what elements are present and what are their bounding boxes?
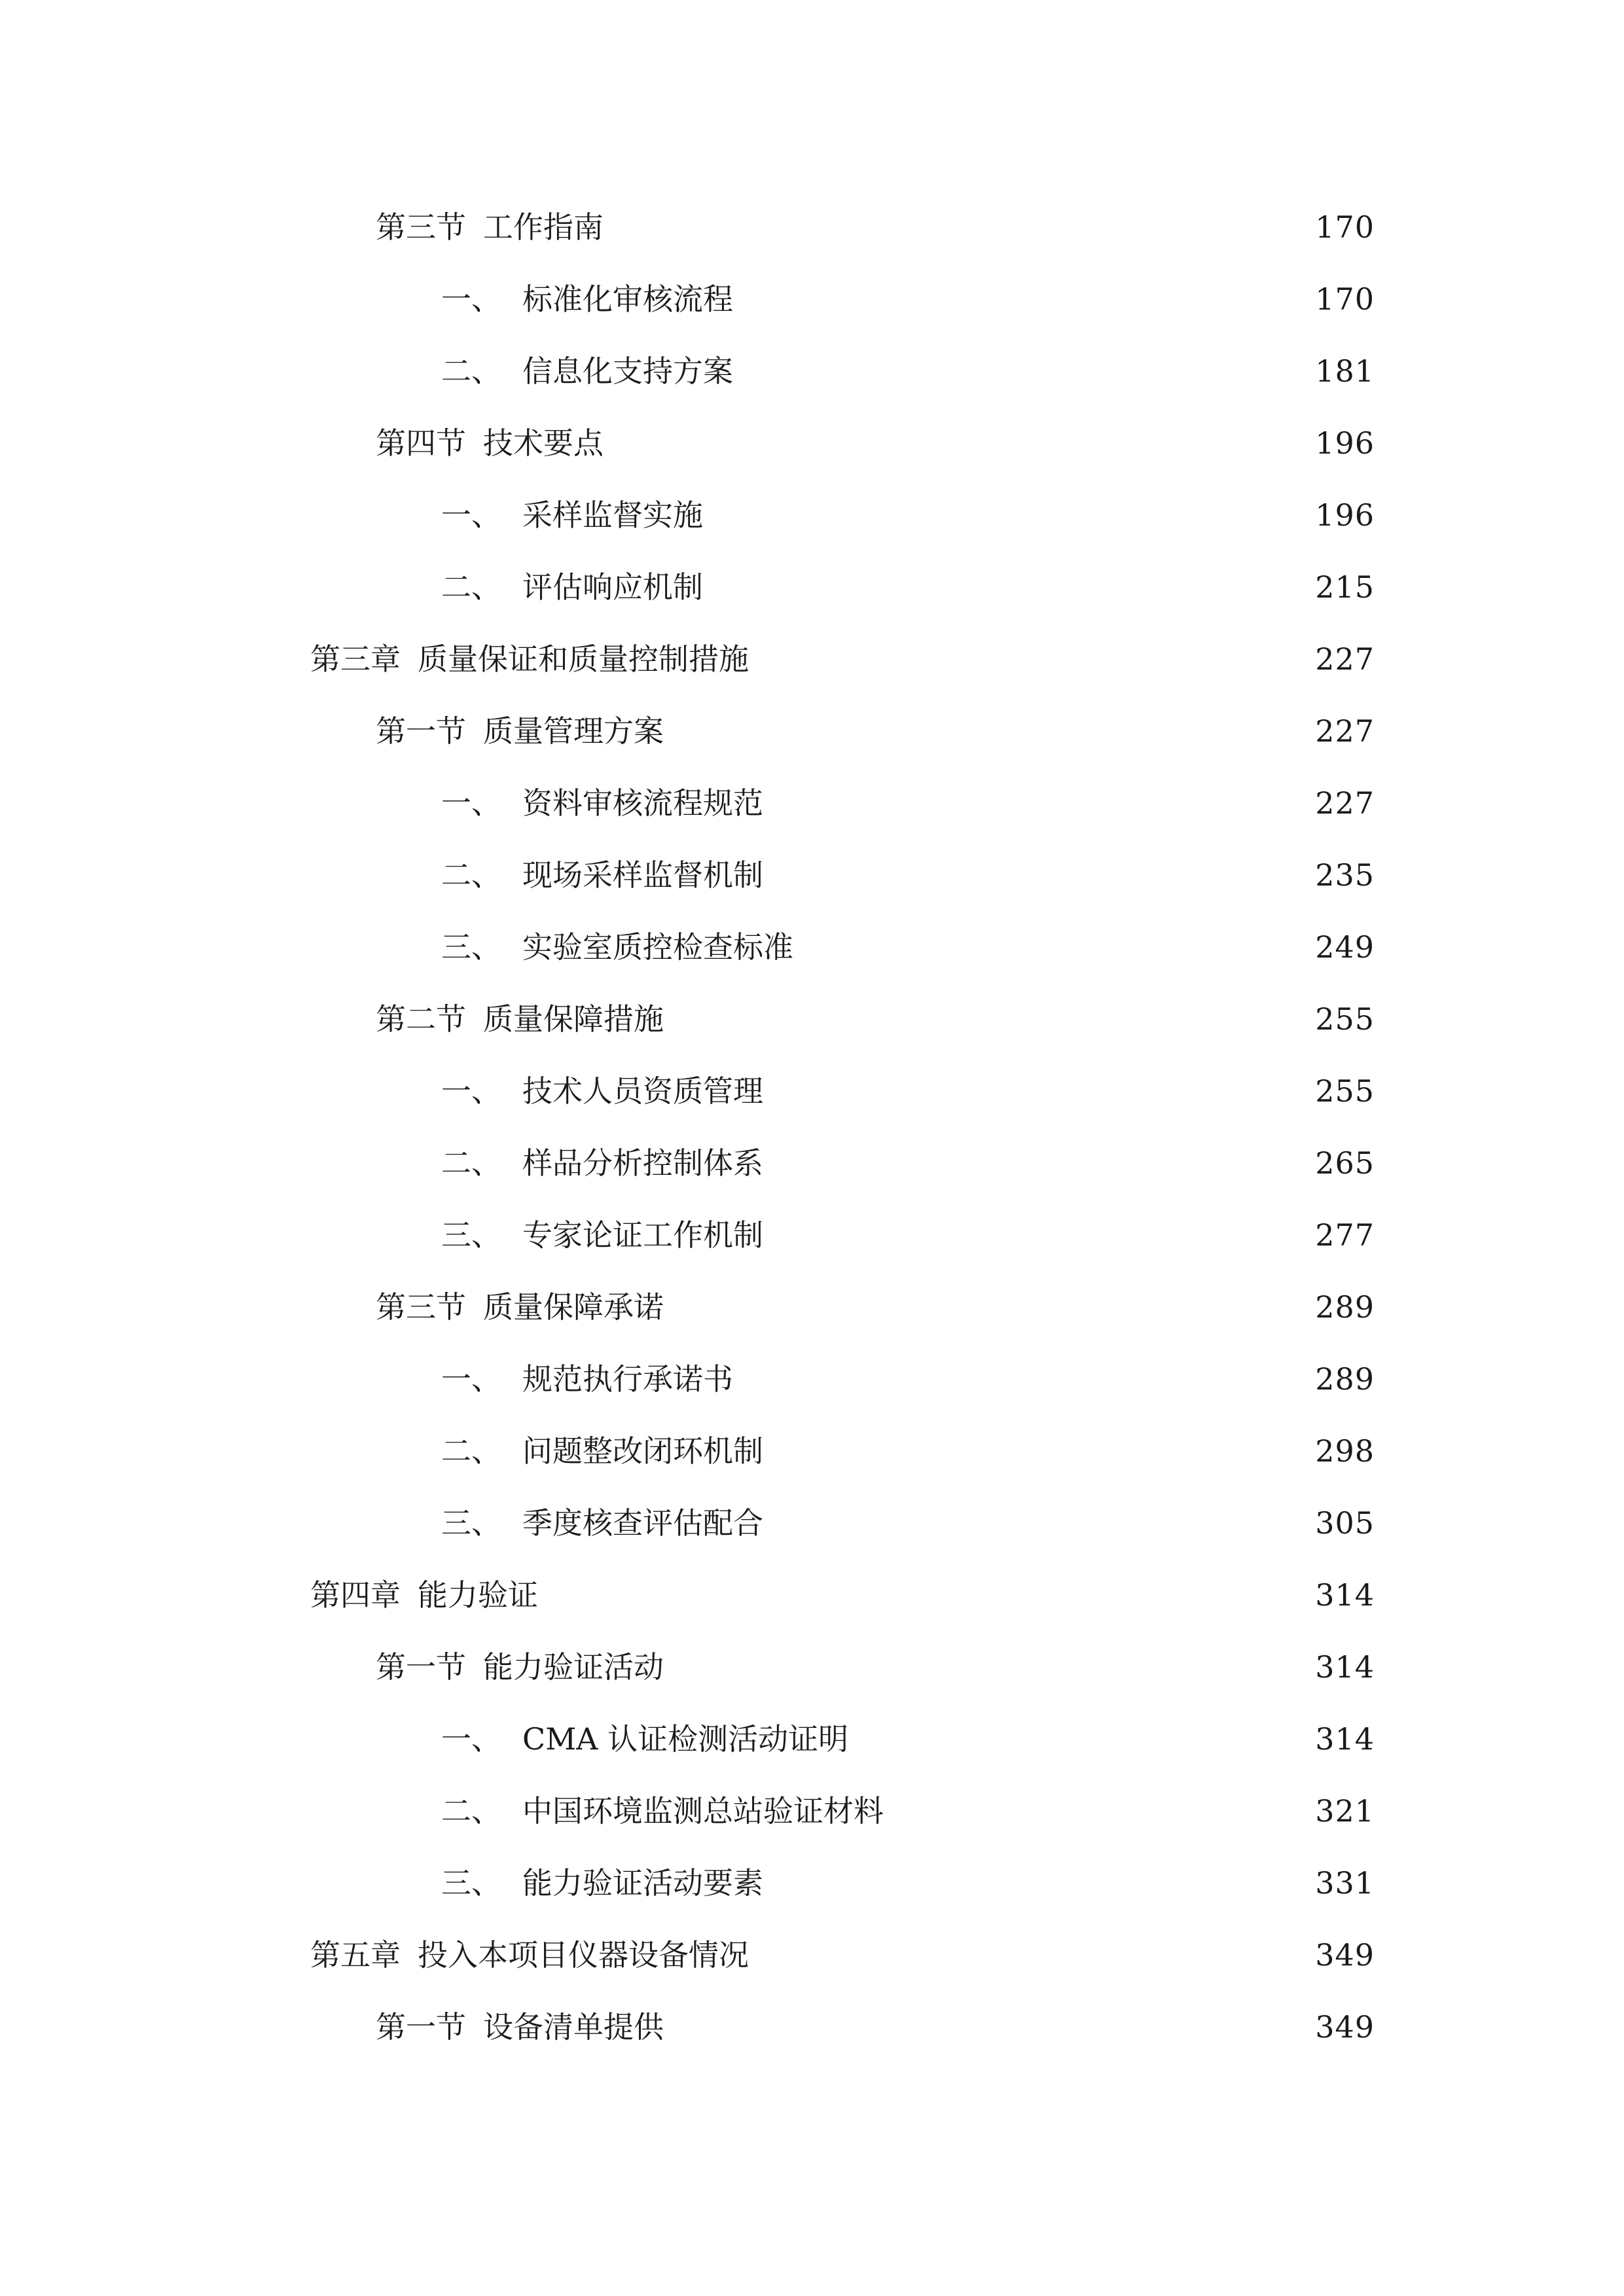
dot-leader: [670, 999, 1306, 1039]
toc-entry-page-number: 298: [1315, 1433, 1375, 1469]
dot-leader: [670, 711, 1306, 751]
dot-leader: [755, 1935, 1306, 1975]
toc-entry-row: [441, 1215, 1375, 1255]
toc-entry-row: [376, 999, 1375, 1039]
toc-entry-row: [441, 279, 1375, 319]
dot-leader: [740, 351, 1306, 391]
toc-entry-number: 第三章: [310, 641, 401, 677]
toc-entry-title: 技术人员资质管理: [522, 1073, 763, 1109]
toc-entry-row: [310, 1575, 1375, 1615]
dot-leader: [770, 1215, 1306, 1255]
toc-entry-number: 二、: [441, 1145, 501, 1181]
toc-entry-number: 第三节: [376, 1289, 466, 1325]
toc-entry-page-number: 265: [1315, 1145, 1375, 1181]
toc-entry-row: [310, 639, 1375, 679]
toc-entry-number: 二、: [441, 1793, 501, 1829]
toc-entry-title: 能力验证活动: [483, 1649, 664, 1685]
toc-entry-page-number: 255: [1315, 1073, 1375, 1109]
toc-entry-page-number: 170: [1315, 281, 1375, 317]
toc-entry-number: 一、: [441, 1361, 501, 1397]
toc-entry-row: [441, 1791, 1375, 1831]
toc-entry-row: [376, 207, 1375, 247]
dot-leader: [740, 279, 1306, 319]
toc-entry-number: 第五章: [310, 1937, 401, 1973]
table-of-contents: [0, 191, 1624, 2063]
toc-entry-title: 评估响应机制: [522, 569, 703, 605]
toc-entry-level-1[interactable]: [0, 407, 1624, 479]
toc-entry-title: 投入本项目仪器设备情况: [418, 1937, 749, 1973]
toc-entry-level-1[interactable]: [0, 1631, 1624, 1703]
toc-entry-number: 三、: [441, 1505, 501, 1541]
toc-entry-row: [441, 855, 1375, 895]
dot-leader: [710, 567, 1306, 607]
toc-entry-row: [441, 567, 1375, 607]
toc-entry-title: 工作指南: [483, 209, 604, 245]
toc-entry-level-2[interactable]: [0, 1847, 1624, 1919]
toc-entry-level-2[interactable]: [0, 911, 1624, 983]
toc-entry-row: [441, 1863, 1375, 1903]
toc-entry-level-2[interactable]: [0, 1055, 1624, 1127]
dot-leader: [770, 1503, 1306, 1543]
dot-leader: [610, 423, 1306, 463]
toc-entry-page-number: 181: [1315, 353, 1375, 389]
dot-leader: [710, 495, 1306, 535]
toc-entry-level-2[interactable]: [0, 551, 1624, 623]
toc-entry-row: [376, 1287, 1375, 1327]
toc-entry-page-number: 314: [1315, 1577, 1375, 1613]
toc-entry-row: [441, 1071, 1375, 1111]
toc-entry-row: [441, 1359, 1375, 1399]
toc-entry-title: 能力验证: [418, 1577, 538, 1613]
toc-entry-row: [441, 1143, 1375, 1183]
toc-entry-number: 一、: [441, 1721, 501, 1757]
toc-entry-title: 质量保证和质量控制措施: [418, 641, 749, 677]
dot-leader: [770, 1863, 1306, 1903]
toc-entry-title: 能力验证活动要素: [522, 1865, 763, 1901]
toc-entry-level-2[interactable]: [0, 767, 1624, 839]
toc-entry-page-number: 321: [1315, 1793, 1375, 1829]
toc-entry-title: 质量管理方案: [483, 713, 664, 749]
toc-entry-title: 问题整改闭环机制: [522, 1433, 763, 1469]
toc-entry-level-2[interactable]: [0, 1703, 1624, 1775]
toc-entry-row: [376, 711, 1375, 751]
toc-entry-row: [441, 783, 1375, 823]
dot-leader: [770, 1431, 1306, 1471]
toc-entry-level-1[interactable]: [0, 983, 1624, 1055]
toc-entry-page-number: 255: [1315, 1001, 1375, 1037]
toc-entry-level-2[interactable]: [0, 1127, 1624, 1199]
dot-leader: [800, 927, 1306, 967]
toc-entry-page-number: 227: [1315, 641, 1375, 677]
toc-entry-title: 质量保障承诺: [483, 1289, 664, 1325]
toc-entry-number: 一、: [441, 497, 501, 533]
toc-entry-level-1[interactable]: [0, 1991, 1624, 2063]
toc-entry-page-number: 235: [1315, 857, 1375, 893]
dot-leader: [855, 1719, 1306, 1759]
toc-entry-row: [441, 351, 1375, 391]
dot-leader: [670, 2007, 1306, 2047]
toc-entry-page-number: 277: [1315, 1217, 1375, 1253]
toc-entry-level-2[interactable]: [0, 839, 1624, 911]
dot-leader: [740, 1359, 1306, 1399]
toc-entry-page-number: 314: [1315, 1649, 1375, 1685]
toc-entry-number: 一、: [441, 1073, 501, 1109]
toc-entry-page-number: 331: [1315, 1865, 1375, 1901]
toc-entry-row: [376, 2007, 1375, 2047]
toc-entry-page-number: 215: [1315, 569, 1375, 605]
toc-entry-level-2[interactable]: [0, 1343, 1624, 1415]
toc-entry-page-number: 170: [1315, 209, 1375, 245]
toc-entry-row: [441, 927, 1375, 967]
toc-entry-number: 二、: [441, 857, 501, 893]
dot-leader: [770, 1071, 1306, 1111]
toc-entry-page-number: 196: [1315, 425, 1375, 461]
toc-entry-page-number: 289: [1315, 1289, 1375, 1325]
toc-entry-number: 第三节: [376, 209, 466, 245]
toc-entry-page-number: 314: [1315, 1721, 1375, 1757]
toc-entry-title: 信息化支持方案: [522, 353, 733, 389]
toc-entry-number: 三、: [441, 1865, 501, 1901]
toc-entry-page-number: 227: [1315, 713, 1375, 749]
toc-entry-title: 实验室质控检查标准: [522, 929, 793, 965]
toc-entry-row: [441, 495, 1375, 535]
toc-entry-row: [441, 1431, 1375, 1471]
toc-entry-title: 规范执行承诺书: [522, 1361, 733, 1397]
toc-entry-title: 资料审核流程规范: [522, 785, 763, 821]
toc-entry-level-2[interactable]: [0, 1415, 1624, 1487]
toc-entry-number: 二、: [441, 353, 501, 389]
toc-entry-level-0[interactable]: [0, 1559, 1624, 1631]
toc-entry-row: [310, 1935, 1375, 1975]
toc-entry-number: 二、: [441, 1433, 501, 1469]
toc-entry-level-2[interactable]: [0, 1775, 1624, 1847]
toc-entry-level-2[interactable]: [0, 263, 1624, 335]
toc-entry-title: 质量保障措施: [483, 1001, 664, 1037]
toc-entry-page-number: 349: [1315, 2009, 1375, 2045]
toc-entry-title: 现场采样监督机制: [522, 857, 763, 893]
dot-leader: [670, 1287, 1306, 1327]
toc-entry-number: 第四章: [310, 1577, 401, 1613]
toc-entry-number: 三、: [441, 1217, 501, 1253]
toc-entry-number: 一、: [441, 281, 501, 317]
toc-entry-number: 第二节: [376, 1001, 466, 1037]
toc-entry-number: 第一节: [376, 2009, 466, 2045]
toc-entry-number: 三、: [441, 929, 501, 965]
dot-leader: [610, 207, 1306, 247]
toc-entry-level-0[interactable]: [0, 623, 1624, 695]
toc-entry-title: 样品分析控制体系: [522, 1145, 763, 1181]
toc-entry-level-0[interactable]: [0, 1919, 1624, 1991]
toc-entry-number: 第四节: [376, 425, 466, 461]
toc-entry-page-number: 349: [1315, 1937, 1375, 1973]
toc-entry-number: 第一节: [376, 713, 466, 749]
toc-entry-page-number: 305: [1315, 1505, 1375, 1541]
toc-entry-level-1[interactable]: [0, 695, 1624, 767]
dot-leader: [890, 1791, 1306, 1831]
toc-entry-number: 二、: [441, 569, 501, 605]
dot-leader: [770, 855, 1306, 895]
toc-entry-page-number: 289: [1315, 1361, 1375, 1397]
dot-leader: [770, 1143, 1306, 1183]
toc-entry-title: 标准化审核流程: [522, 281, 733, 317]
toc-entry-level-1[interactable]: [0, 1271, 1624, 1343]
toc-entry-level-2[interactable]: [0, 335, 1624, 407]
toc-entry-row: [376, 423, 1375, 463]
toc-entry-title: 专家论证工作机制: [522, 1217, 763, 1253]
toc-entry-number: 一、: [441, 785, 501, 821]
dot-leader: [755, 639, 1306, 679]
toc-entry-number: 第一节: [376, 1649, 466, 1685]
toc-entry-row: [441, 1503, 1375, 1543]
toc-entry-row: [376, 1647, 1375, 1687]
toc-entry-page-number: 227: [1315, 785, 1375, 821]
dot-leader: [670, 1647, 1306, 1687]
toc-entry-title: 季度核查评估配合: [522, 1505, 763, 1541]
toc-entry-page-number: 196: [1315, 497, 1375, 533]
toc-entry-title: 设备清单提供: [483, 2009, 664, 2045]
dot-leader: [770, 783, 1306, 823]
toc-entry-level-2[interactable]: [0, 1199, 1624, 1271]
toc-entry-title: CMA 认证检测活动证明: [522, 1721, 849, 1757]
toc-entry-title: 采样监督实施: [522, 497, 703, 533]
toc-entry-page-number: 249: [1315, 929, 1375, 965]
dot-leader: [545, 1575, 1306, 1615]
toc-entry-title: 中国环境监测总站验证材料: [522, 1793, 884, 1829]
toc-entry-level-2[interactable]: [0, 479, 1624, 551]
toc-entry-title: 技术要点: [483, 425, 604, 461]
toc-entry-level-2[interactable]: [0, 1487, 1624, 1559]
toc-entry-row: [441, 1719, 1375, 1759]
toc-entry-level-1[interactable]: [0, 191, 1624, 263]
